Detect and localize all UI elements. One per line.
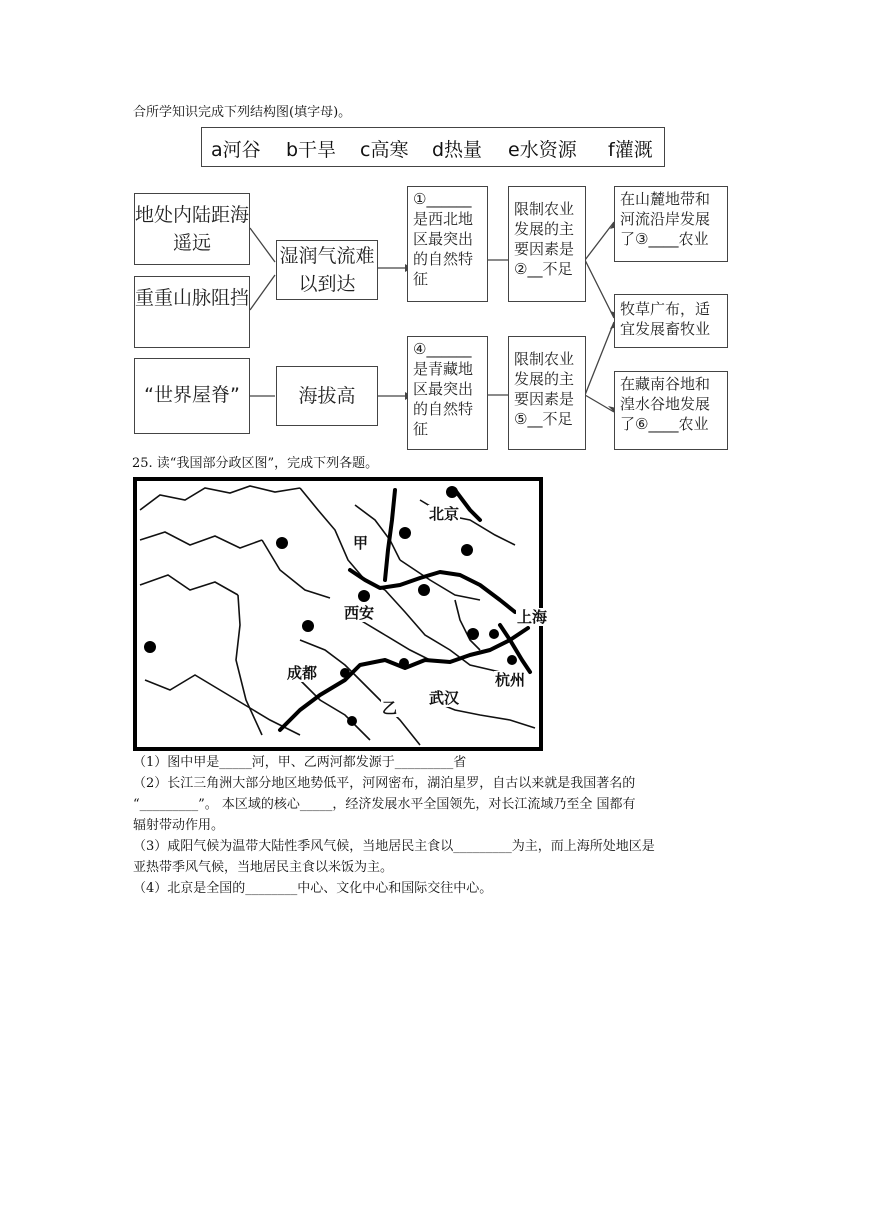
q25-part2-line3: 辐射带动作用。 [133, 818, 225, 833]
qt-limit-box: 限制农业发展的主要因素是⑤__不足 [508, 336, 586, 450]
nw-agriculture-box: 在山麓地带和河流沿岸发展了③____农业 [614, 186, 728, 262]
pasture-box: 牧草广布，适宜发展畜牧业 [614, 294, 728, 348]
nw-moist-air-box: 湿润气流难以到达 [276, 240, 378, 300]
qt-roof-world-box: “世界屋脊” [134, 358, 250, 434]
q25-part3-line2: 亚热带季风气候，当地居民主食以米饭为主。 [133, 860, 394, 875]
option-b: b干旱 [286, 139, 337, 161]
map-label-xian: 西安 [344, 604, 375, 622]
q25-part3-line1: （3）咸阳气候为温带大陆性季风气候，当地居民主食以_________为主，而上海所处地区是 [133, 839, 655, 854]
map-label-yi-river: 乙 [382, 699, 398, 717]
q25-part2-line1: （2）长江三角洲大部分地区地势低平，河网密布，湖泊星罗，自古以来就是我国著名的 [133, 776, 636, 791]
map-label-beijing: 北京 [429, 505, 460, 523]
q25-part2-line2: “_________”。 本区域的核心_____，经济发展水平全国领先，对长江流域乃至全 国都有 [133, 797, 636, 812]
nw-feature-box: ①______是西北地区最突出的自然特征 [407, 186, 488, 302]
q25-part1: （1）图中甲是_____河，甲、乙两河都发源于_________省 [133, 755, 467, 770]
map-label-jia-river: 甲 [353, 534, 369, 552]
map-label-shanghai: 上海 [517, 608, 548, 626]
option-f: f灌溉 [608, 139, 653, 161]
nw-cause-inland: 地处内陆距海遥远 [134, 193, 250, 265]
option-a: a河谷 [211, 139, 261, 161]
q25-title: 25. 读“我国部分政区图”，完成下列各题。 [132, 456, 379, 471]
qt-agriculture-box: 在藏南谷地和湟水谷地发展了⑥____农业 [614, 371, 728, 450]
q25-part4: （4）北京是全国的________中心、文化中心和国际交往中心。 [133, 881, 493, 896]
option-e: e水资源 [508, 139, 577, 161]
nw-limit-box: 限制农业发展的主要因素是②__不足 [508, 186, 586, 302]
nw-cause-mountains: 重重山脉阻挡 [134, 276, 250, 348]
qt-altitude-box: 海拔高 [276, 366, 378, 426]
option-c: c高寒 [360, 139, 409, 161]
qt-feature-box: ④______是青藏地区最突出的自然特征 [407, 336, 488, 450]
map-label-hangzhou: 杭州 [495, 671, 526, 689]
option-d: d热量 [432, 139, 483, 161]
map-label-wuhan: 武汉 [429, 689, 460, 707]
intro-text: 合所学知识完成下列结构图(填字母)。 [133, 105, 352, 120]
map-label-chengdu: 成都 [287, 664, 318, 682]
